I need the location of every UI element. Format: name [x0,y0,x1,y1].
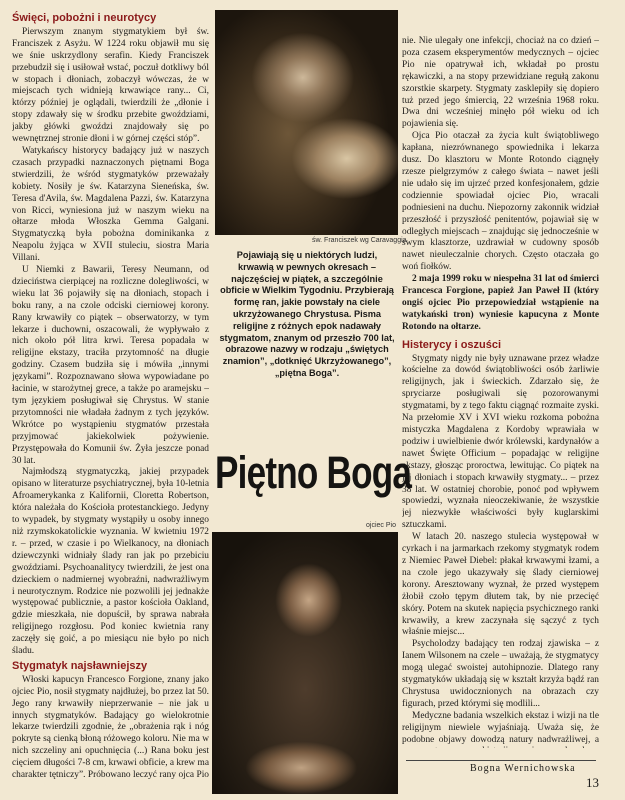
paragraph: Watykańscy historycy badający już w naszych czasach przypadki naznaczonych piętnami Boga stwierdzili, że wśród stygmatyków przeważały kobiety. Nosiły je św. Katarzyna Sieneńska, św. Teresa d'Avila, św. Magdalena Pazzi, św. Katarzyna von Ricci, wyniesiona już w naszym wieku na ołtarze młoda Włoszka Gemma Galgani. Stygmatyczką była pobożna dominikanka z Neapolu żyjąca w XVII stuleciu, siostra Maria Villani. [12,145,209,264]
paragraph: Ojca Pio otaczał za życia kult świątobliwego kapłana, niezrównanego spowiednika i lekarza dusz. Do klasztoru w Monte Rotondo ciągnęły rzesze pielgrzymów z całego świata – nawet jeśli nie udało się im ujrzeć przed konfesjonałem, gdzie codziennie spowiadał ojciec Pio, wracali podniesieni na duchu. Niepozorny zakonnik widział przeszłość i przyszłość penitentów, pojawiał się w odległych miejscach – znajdując się jednocześnie w swym klasztorze, uzdrawiał w cudowny sposób nawet nieuleczalnie chorych. Często otaczała go woń fiołków. [402,131,599,273]
paragraph: U Niemki z Bawarii, Teresy Neumann, od dzieciństwa cierpiącej na rozliczne dolegliwości, w wieku lat 36 pojawiły się na dłoniach, stopach i boku rany, a na czole odciski cierniowej korony. Rany krwawiły co piątek – obserwatorzy, w tym lekarze i duchowni, oszacowali, że wypływało z nich około pół litra krwi. Teresa popadała w religijne ekstazy, traciła przytomność na długie godziny. Czasem budziła się i mówiła „innymi językami”. Rozpoznawano słowa wypowiadane po łacinie, w starożytnej grece, a także po aramejsku – tym językiem posługiwał się Chrystus. W stanie przytomności nie władała żadnym z tych języków. Wkrótce po wystąpieniu stygmatów przestała przyjmować jakiekolwiek pożywienie. Przystępowała do Komunii św. Żyła jeszcze ponad 30 lat. [12,265,209,466]
paragraph: nie. Nie ulegały one infekcji, chociaż na co dzień – poza czasem eksperymentów medycznych – ojciec Pio nie opatrywał ich, wkładał po prostu rękawiczki, a na stopy przewidziane regułą zakonu szorstkie skarpety. Stygmaty zasklepiły się dopiero tuż przed jego śmiercią, 22 września 1968 roku. Dwa dni wcześniej minęło pół wieku od ich pojawienia się. [402,36,599,130]
article-title: Piętno Boga [215,447,412,498]
photo-caption: ojciec Pio [366,522,396,529]
page-number: 13 [586,775,599,790]
author-byline: Bogna Wernichowska [470,763,576,774]
paragraph: Psycholodzy badający ten rodzaj zjawiska – z Ianem Wilsonem na czele – uważają, że stygmatycy mogą ulegać swoistej autohipnozie. Dlatego rany stygmatyków układają się w kształt krzyża bądź ran Chrystusa uwidocznionych na obrazach czy figurach, przed którymi się modlili... [402,639,599,709]
section-heading-saints: Święci, pobożni i neurotycy [12,12,157,24]
paragraph: W latach 20. naszego stulecia występował w cyrkach i na jarmarkach rzekomy stygmatyk rodem z Niemiec Paweł Diebel: płakał krwawymi łzami, a na czole jego ukazywały się ślady cierniowej korony. Aresztowany wyznał, że przed występem żłobił czoło tępym dłutem tak, by nie przecięć skóry. Potem na skutek napięcia psychicznego ranki krwawiły, a krew zaczynała się sączyć z tych właśnie miejsc... [402,532,599,638]
divider [406,760,596,761]
photo-saint-francis [215,10,398,235]
section-heading-hysterics: Histerycy i oszuści [402,338,502,351]
photo-caption: św. Franciszek wg Caravaggia [312,237,407,244]
paragraph-bold: 2 maja 1999 roku w niespełna 31 lat od śmierci Francesca Forgione, papież Jan Paweł II (który ongiś ojciec Pio przepowiedział wstąpienie na watykański tron) wyniesie kapucyna z Monte Rotondo na ołtarze. [402,274,599,332]
paragraph: Medyczne badania wszelkich ekstaz i wizji na tle religijnym niewiele wyjaśniają. Uważa się, że podobne objawy dowodzą natury nadwrażliwej, a [402,710,599,745]
paragraph: Stygmaty nigdy nie były uznawane przez władze kościelne za dowód świątobliwości osób żarliwie religijnych, jak i świeckich. Zdarzało się, że spryciarze posługiwali się pozorowanymi stygmatami, by z tego faktu ciągnąć rozmaite zyski. Na przełomie XV i XVI wieku rozkoma pobożna mistyczka Magdalena z Kordoby wprawiała w podziw i uwielbienie dwór królewski, kardynałów a nawet Święte Officium – popadając w religijne ekstazy, głosząc proroctwa, lewitując. Co piątek na jej dłoniach i stopach krwawiły stygmaty... – przez 38 lat. W ostatniej chorobie, ponoć pod wpływem spowiedzi, wyznała nieoczekiwanie, że wszystkie jej niezwykłe właściwości były kuglarskimi sztuczkami. [402,353,599,531]
paragraph: Włoski kapucyn Francesco Forgione, znany jako ojciec Pio, nosił stygmaty najdłużej, bo przez lat 50. Jego rany krwawiły nieprzerwanie – nie jak u innych stygmatyków. Badający go wielokrotnie lekarze twierdzili zgodnie, że „obrażenia rąk i nóg pokryte są cienką błoną różowego koloru. Nie ma w nich szczeliny ani opuchnięcia (...) Rana boku jest cięciem długości 7-8 cm, krwawi obficie, a krew ma charakter tętniczy”. Próbowano leczyć rany ojca Pio [12,674,209,780]
section-heading-stigmatic: Stygmatyk najsławniejszy [12,659,148,672]
column-left [12,10,209,780]
column-right [402,36,599,748]
photo-padre-pio [212,532,398,794]
paragraph: Najmłodszą stygmatyczką, jakiej przypadek opisano w literaturze psychiatrycznej, była 10-letnia Afroamerykanka z Kalifornii, Cloretta Robertson, która należała do Kościoła protestanckiego. Jedyny to wypadek, by stygmaty wystąpiły u osoby innego niż rzymskokatolickie wyznania. W kwietniu 1972 r. – przed, w czasie i po Wielkanocy, na dłoniach dziewczynki widniały ślady ran jak po przebiciu gwoździami. Psychoanalitycy twierdzili, że jest ona dzieckiem o nadmiernej wyobraźni, nadwrażliwym i neurotycznym. Rodzice nie pozwolili jej jednakże występować publicznie, a pastor kościoła Oakland, gdzie mieszkała, nie dopuścił, by sprawa nabrała religijnego rozgłosu. Pod koniec kwietnia rany zaczęły się goić, a po miesiącu nie było po nich śladu. [12,467,209,657]
pull-quote: Pojawiają się u niektórych ludzi, krwawią w pewnych okresach – najczęściej w piątek, a szczególnie obficie w Wielkim Tygodniu. Przybierają formę ran, jakie powstały na ciele ukrzyżowanego Chrystusa. Pisma religijne z różnych epok nadawały stygmatom, znanym od przeszło 700 lat, obrazowe nazwy w rodzaju „świętych znamion”, „dotknięć Ukrzyżowanego”, „piętna Boga”. [219,250,395,378]
paragraph: Pierwszym znanym stygmatykiem był św. Franciszek z Asyżu. W 1224 roku objawił mu się we śnie uskrzydlony serafin. Kiedy Franciszek przebudził się i usiłował wstać, poczuł dotkliwy ból w stopach i dłoniach, zobaczył wówczas, że w miejscach tych widnieją krwawiące rany... Ci, którzy później je oglądali, twierdzili że „dłonie i stopy zdawały się w środku przebite gwoździami, jakby główki gwoździ znajdowały się po wewnętrznej stronie dłoni i w górnej części stóp”. [12,26,209,145]
